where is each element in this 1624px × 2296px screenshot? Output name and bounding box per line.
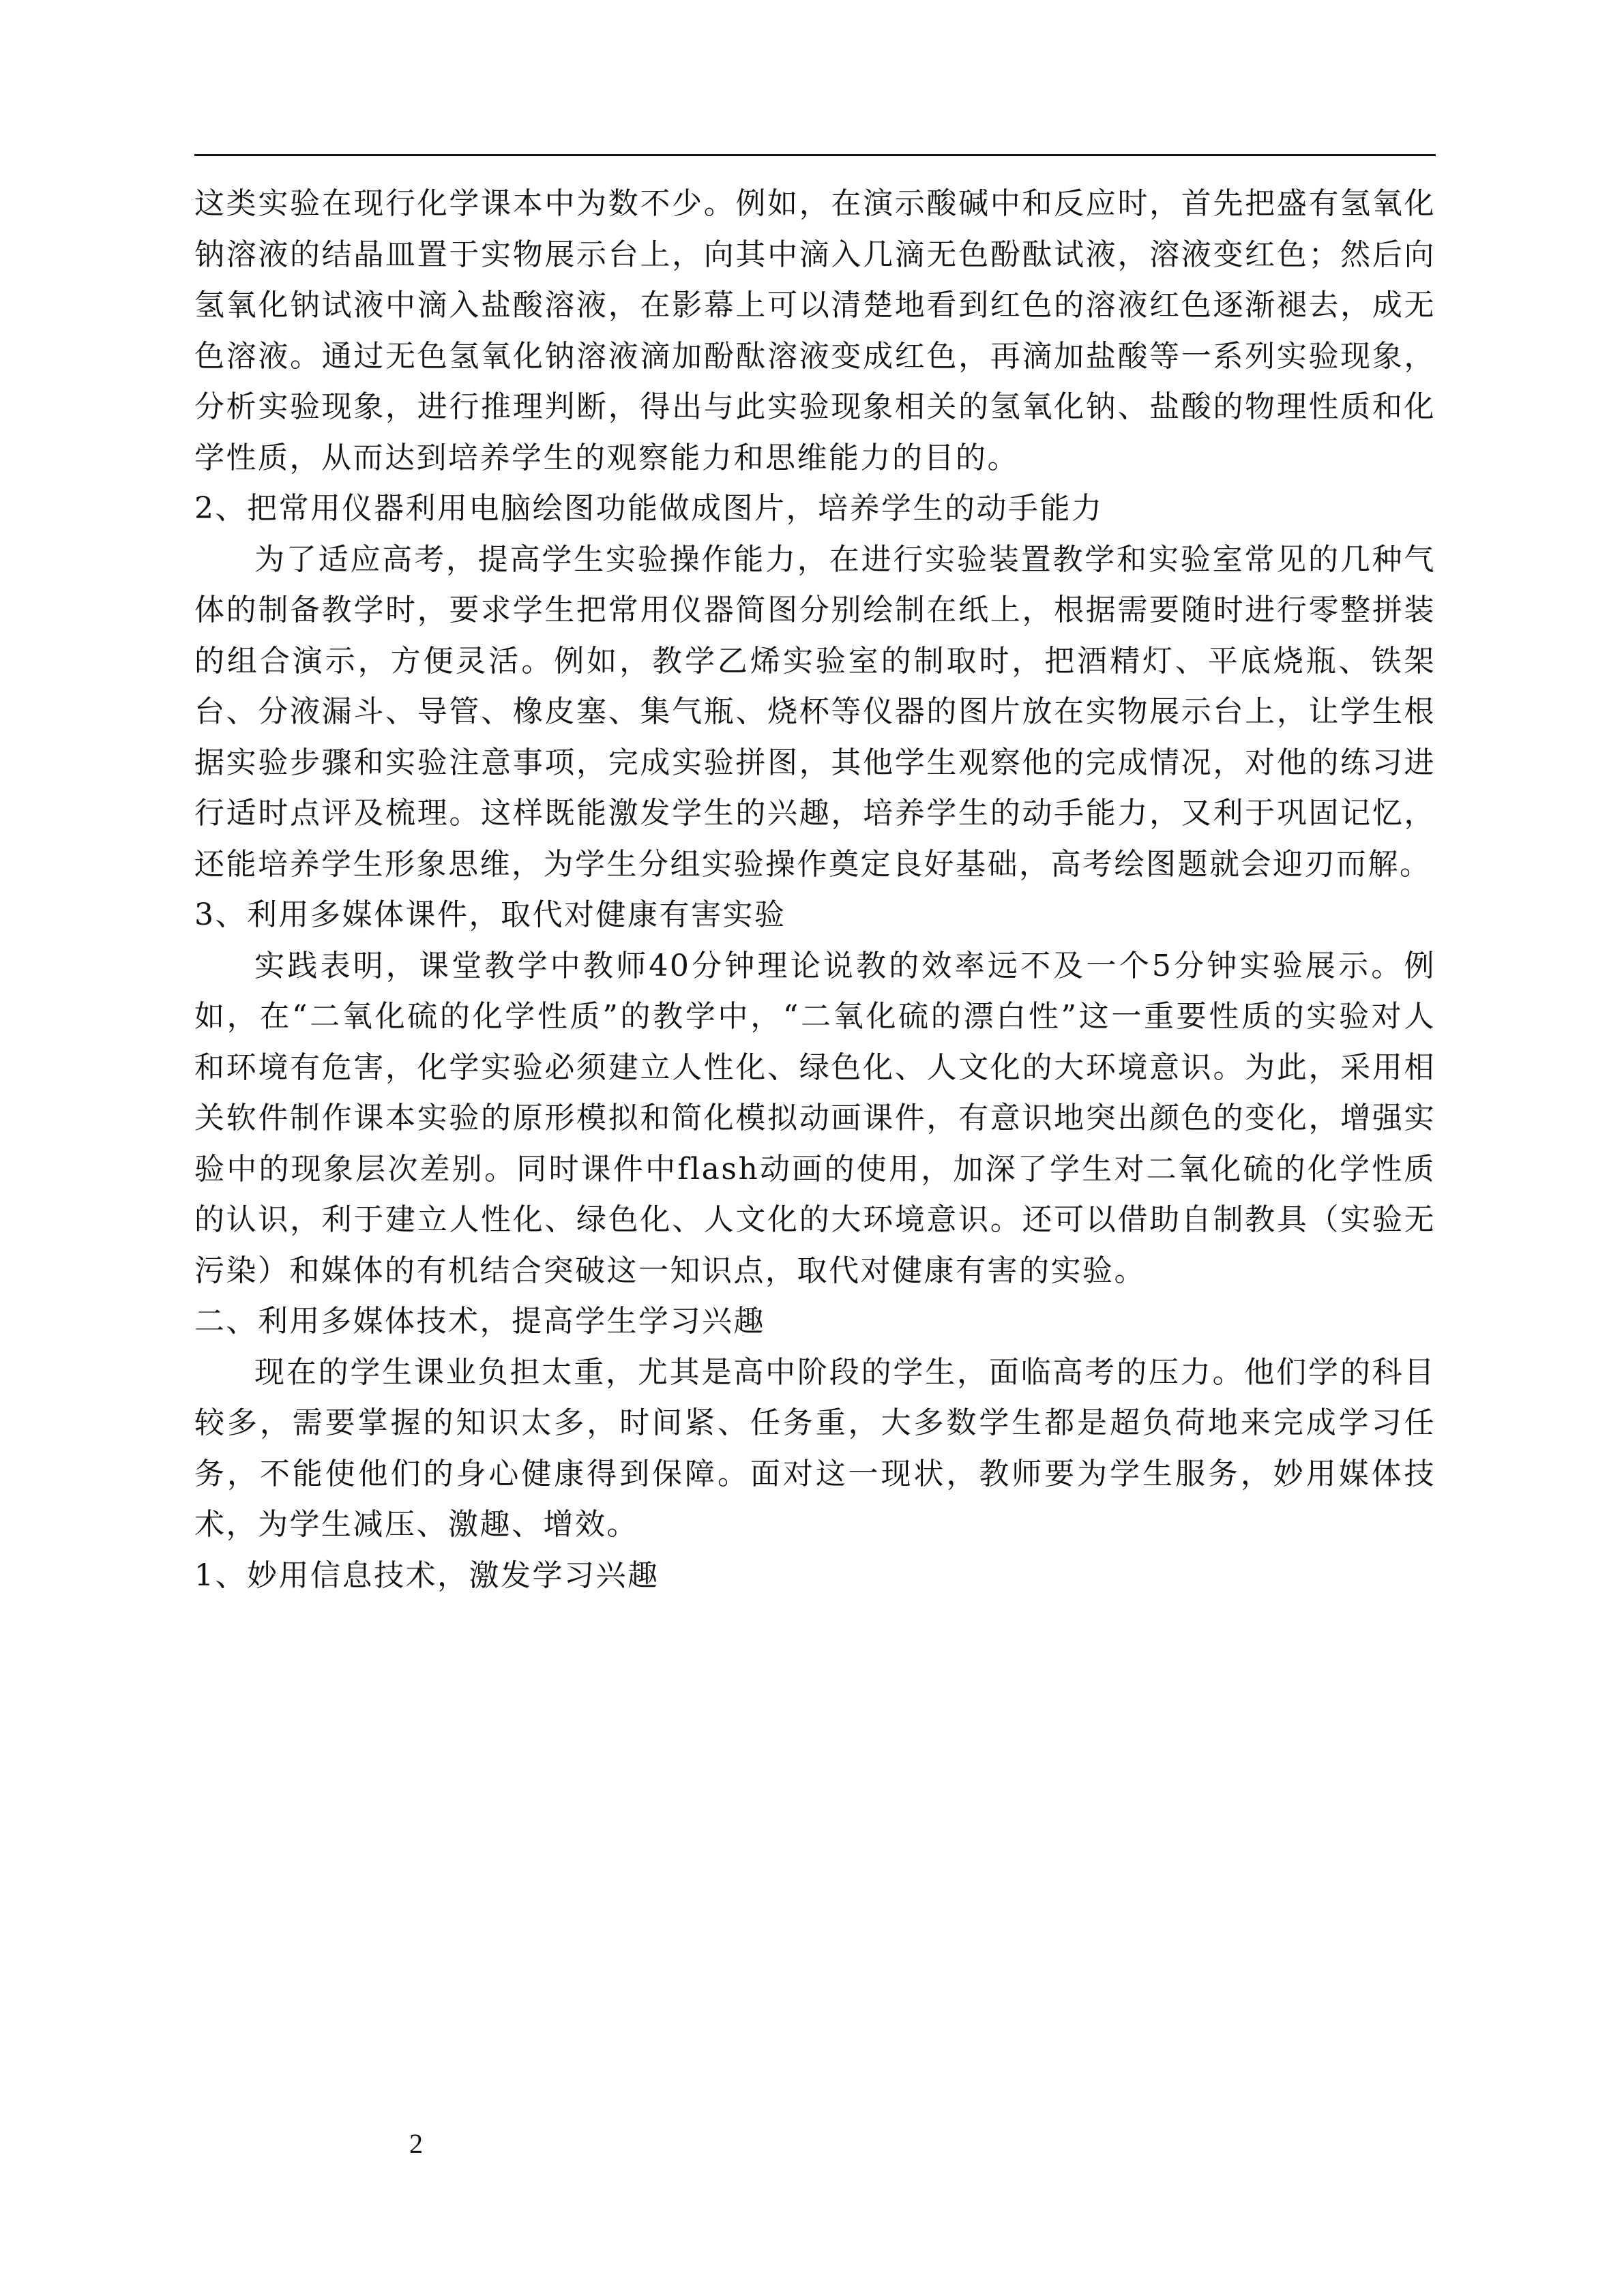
- section-heading-drawing-instruments: 2、把常用仪器利用电脑绘图功能做成图片，培养学生的动手能力: [194, 491, 1104, 526]
- section-heading-information-technology: 1、妙用信息技术，激发学习兴趣: [194, 1557, 660, 1593]
- header-rule: [194, 154, 1436, 156]
- paragraph-instrument-pictures: 为了适应高考，提高学生实验操作能力，在进行实验装置教学和实验室常见的几种气体的制备教学时，要求学生把常用仪器简图分别绘制在纸上，根据需要随时进行零整拼装的组合演示，方便灵活。例如，教学乙烯实验室的制取时，把酒精灯、平底烧瓶、铁架台、分液漏斗、导管、橡皮塞、集气瓶、烧杯等仪器的图片放在实物展示台上，让学生根据实验步骤和实验注意事项，完成实验拼图，其他学生观察他的完成情况，对他的练习进行适时点评及梳理。这样既能激发学生的兴趣，培养学生的动手能力，又利于巩固记忆，还能培养学生形象思维，为学生分组实验操作奠定良好基础，高考绘图题就会迎刃而解。: [194, 541, 1436, 882]
- page-number: 2: [409, 2128, 423, 2159]
- section-heading-learning-interest: 二、利用多媒体技术，提高学生学习兴趣: [194, 1304, 765, 1339]
- section-heading-multimedia-courseware: 3、利用多媒体课件，取代对健康有害实验: [194, 897, 786, 932]
- paragraph-experiment-example: 这类实验在现行化学课本中为数不少。例如，在演示酸碱中和反应时，首先把盛有氢氧化钠溶液的结晶皿置于实物展示台上，向其中滴入几滴无色酚酞试液，溶液变红色；然后向氢氧化钠试液中滴入盐酸溶液，在影幕上可以清楚地看到红色的溶液红色逐渐褪去，成无色溶液。通过无色氢氧化钠溶液滴加酚酞溶液变成红色，再滴加盐酸等一系列实验现象，分析实验现象，进行推理判断，得出与此实验现象相关的氢氧化钠、盐酸的物理性质和化学性质，从而达到培养学生的观察能力和思维能力的目的。: [194, 186, 1436, 475]
- paragraph-student-burden: 现在的学生课业负担太重，尤其是高中阶段的学生，面临高考的压力。他们学的科目较多，需要掌握的知识太多，时间紧、任务重，大多数学生都是超负荷地来完成学习任务，不能使他们的身心健康得到保障。面对这一现状，教师要为学生服务，妙用媒体技术，为学生减压、激趣、增效。: [194, 1354, 1436, 1542]
- document-body: [194, 179, 1436, 1601]
- paragraph-sulfur-dioxide: 实践表明，课堂教学中教师40分钟理论说教的效率远不及一个5分钟实验展示。例如，在“二氧化硫的化学性质”的教学中，“二氧化硫的漂白性”这一重要性质的实验对人和环境有危害，化学实验必须建立人性化、绿色化、人文化的大环境意识。为此，采用相关软件制作课本实验的原形模拟和简化模拟动画课件，有意识地突出颜色的变化，增强实验中的现象层次差别。同时课件中flash动画的使用，加深了学生对二氧化硫的化学性质的认识，利于建立人性化、绿色化、人文化的大环境意识。还可以借助自制教具（实验无污染）和媒体的有机结合突破这一知识点，取代对健康有害的实验。: [194, 948, 1436, 1288]
